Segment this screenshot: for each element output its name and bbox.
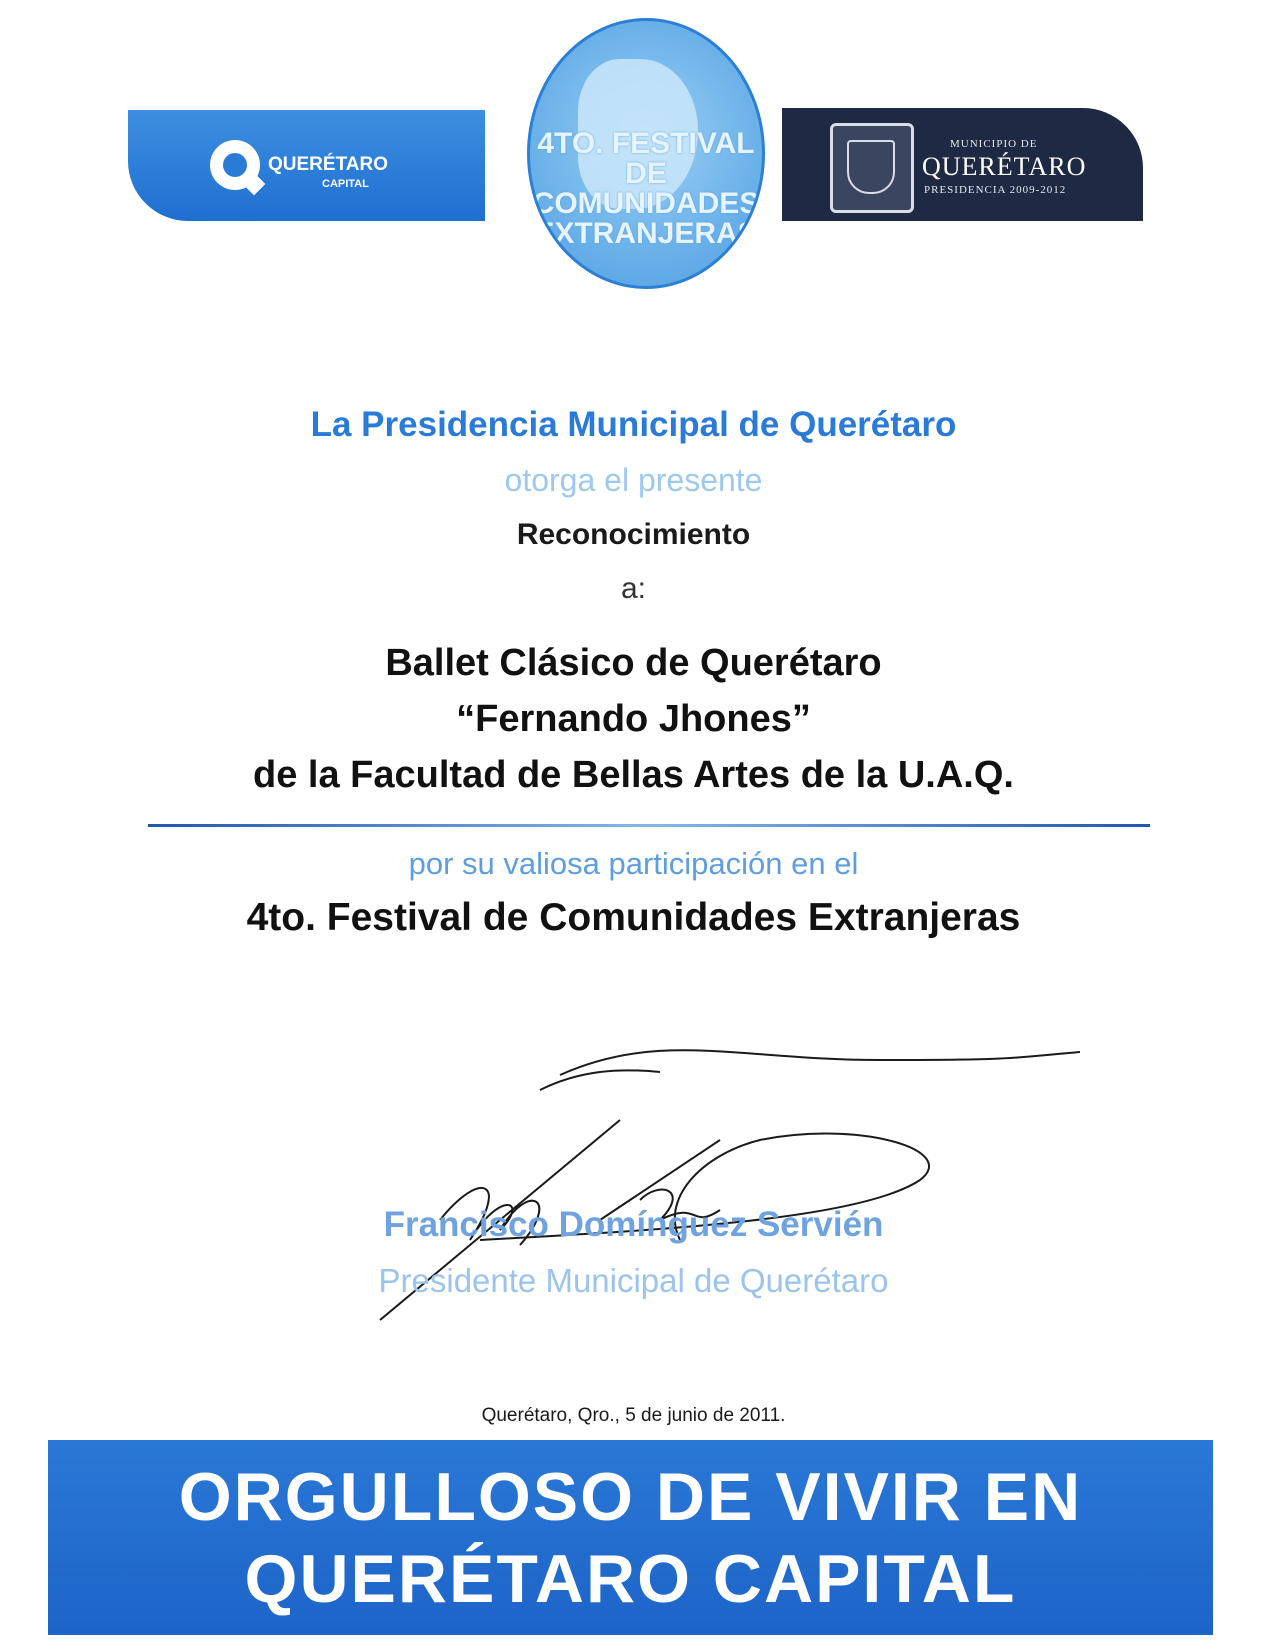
signatory-title: Presidente Municipal de Querétaro: [378, 1262, 889, 1299]
municipio-city: QUERÉTARO: [922, 152, 1087, 181]
municipio-presidencia: PRESIDENCIA 2009-2012: [924, 184, 1067, 196]
slogan-line-2: QUERÉTARO CAPITAL: [244, 1541, 1017, 1617]
honoree-line-3: de la Facultad de Bellas Artes de la U.A.Q.: [253, 754, 1014, 796]
signatory-name: Francisco Domínguez Servién: [383, 1205, 884, 1244]
reason-text: por su valiosa participación en el: [408, 846, 859, 881]
grants-text: otorga el presente: [504, 462, 763, 498]
festival-logo-text: 4TO. FESTIVAL DE COMUNIDADES EXTRANJERAS: [532, 127, 760, 250]
honoree-line-1: Ballet Clásico de Querétaro: [385, 642, 882, 684]
divider: [148, 824, 1150, 827]
slogan-line-1: ORGULLOSO DE VIVIR EN: [178, 1459, 1083, 1535]
issuer-heading: La Presidencia Municipal de Querétaro: [310, 405, 957, 444]
honoree-line-2: “Fernando Jhones”: [456, 698, 811, 740]
to-label: a:: [620, 572, 647, 605]
issue-date: Querétaro, Qro., 5 de junio de 2011.: [481, 1405, 786, 1426]
slogan-banner: [48, 1440, 1213, 1635]
municipio-logo: [782, 108, 1143, 221]
logo-subtitle: CAPITAL: [322, 178, 369, 190]
municipio-label: MUNICIPIO DE: [950, 138, 1038, 150]
document-type: Reconocimiento: [516, 518, 751, 551]
festival-logo: [527, 18, 765, 289]
event-name: 4to. Festival de Comunidades Extranjeras: [246, 896, 1021, 939]
coat-of-arms-icon: [830, 123, 914, 213]
logo-title: QUERÉTARO: [268, 154, 388, 175]
queretaro-capital-logo: [128, 110, 485, 221]
